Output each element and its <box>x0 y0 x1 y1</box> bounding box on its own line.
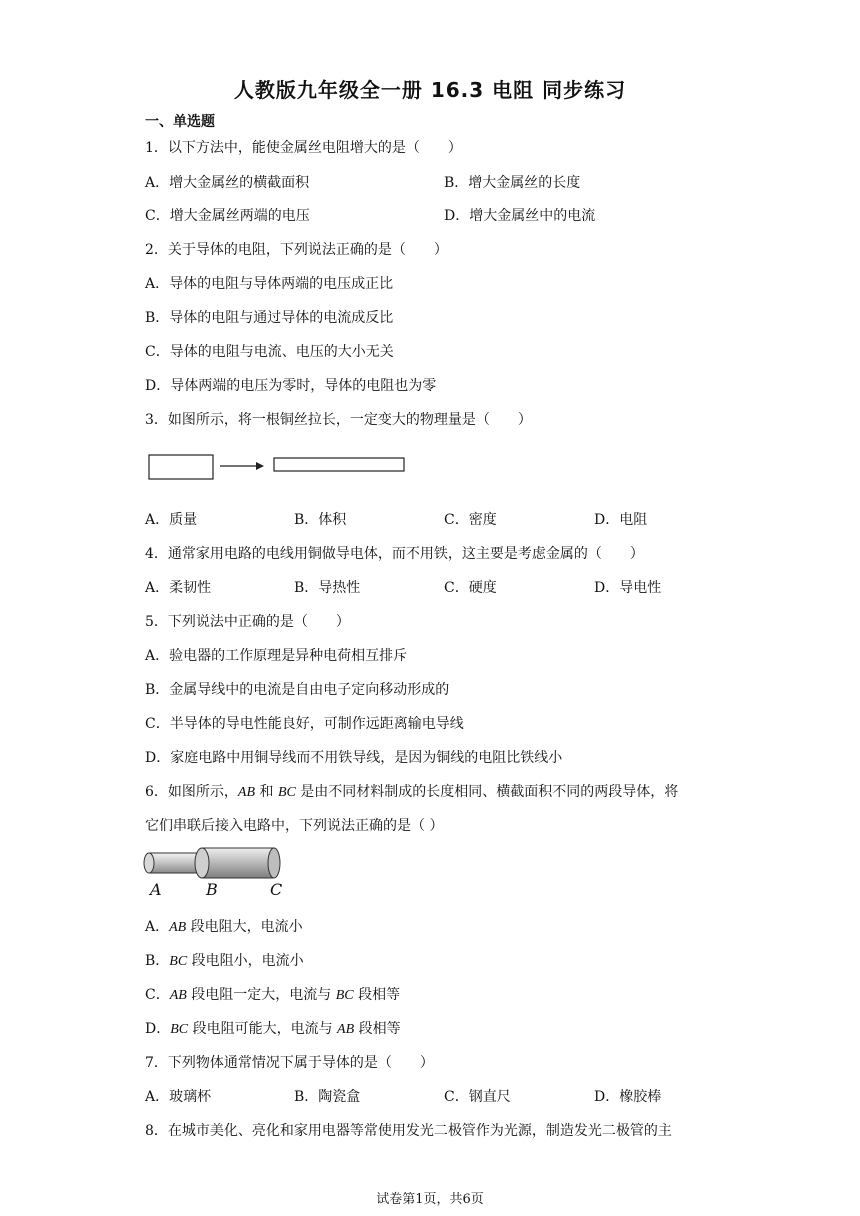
question-2-option-c: C．导体的电阻与电流、电压的大小无关 <box>145 344 394 360</box>
question-3-option-d: D．电阻 <box>594 512 648 528</box>
question-6-stem-line-2: 它们串联后接入电路中，下列说法正确的是（ ） <box>145 818 444 834</box>
q6-stem-part-1: 6．如图所示， <box>145 784 238 800</box>
q6b-rest: 段电阻小，电流小 <box>187 953 304 969</box>
q6d-mid: 段电阻可能大，电流与 <box>188 1021 338 1037</box>
question-6-option-a <box>145 917 303 938</box>
long-wire-shape <box>274 458 404 471</box>
q6b-var-bc: BC <box>169 954 188 969</box>
question-7-option-d: D．橡胶棒 <box>594 1089 662 1105</box>
question-5-stem: 5．下列说法中正确的是（ ） <box>145 614 350 630</box>
figure-label-b: B <box>206 880 218 899</box>
arrow-head <box>256 462 264 470</box>
question-4-option-b: B．导热性 <box>294 580 361 596</box>
question-6-option-d <box>145 1019 401 1040</box>
conductor-bc-left-end <box>195 848 209 878</box>
q6b-prefix: B． <box>145 953 170 969</box>
question-6-option-c <box>145 985 400 1006</box>
q6a-var-ab: AB <box>169 920 187 935</box>
question-1-option-b: B．增大金属丝的长度 <box>444 175 581 191</box>
figure-label-c: C <box>270 880 283 899</box>
q6c-mid: 段电阻一定大，电流与 <box>186 987 336 1003</box>
figure-label-a: A <box>150 880 162 899</box>
q6a-rest: 段电阻大，电流小 <box>186 919 303 935</box>
question-3-option-a: A．质量 <box>145 512 198 528</box>
q6a-prefix: A． <box>145 919 170 935</box>
question-1-stem: 1．以下方法中，能使金属丝电阻增大的是（ ） <box>145 140 462 156</box>
q6d-end: 段相等 <box>354 1021 401 1037</box>
q6d-var-ab: AB <box>337 1022 355 1037</box>
question-7-option-b: B．陶瓷盒 <box>294 1089 361 1105</box>
q6c-end: 段相等 <box>353 987 401 1003</box>
q6d-var-bc: BC <box>170 1022 189 1037</box>
question-2-stem: 2．关于导体的电阻，下列说法正确的是（ ） <box>145 242 448 258</box>
q6-var-bc: BC <box>277 785 296 800</box>
conductor-bc-body <box>202 848 274 878</box>
question-7-option-c: C．钢直尺 <box>444 1089 511 1105</box>
copper-wire-figure <box>148 452 408 482</box>
question-3-stem: 3．如图所示，将一根铜丝拉长，一定变大的物理量是（ ） <box>145 412 532 428</box>
question-5-option-c: C．半导体的导电性能良好，可制作远距离输电导线 <box>145 716 464 732</box>
question-1-option-a: A．增大金属丝的横截面积 <box>145 175 310 191</box>
question-7-option-a: A．玻璃杯 <box>145 1089 212 1105</box>
conductor-bc-right-end <box>268 848 280 878</box>
question-2-option-a: A．导体的电阻与导体两端的电压成正比 <box>145 276 394 292</box>
page-title: 人教版九年级全一册 16.3 电阻 同步练习 <box>233 78 627 102</box>
question-5-option-b: B．金属导线中的电流是自由电子定向移动形成的 <box>145 682 450 698</box>
q6c-var-ab: AB <box>169 988 187 1003</box>
q6c-prefix: C． <box>145 987 170 1003</box>
question-2-option-b: B．导体的电阻与通过导体的电流成反比 <box>145 310 394 326</box>
question-3-option-c: C．密度 <box>444 512 497 528</box>
q6-stem-part-2: 是由不同材料制成的长度相同、横截面积不同的两段导体，将 <box>295 784 679 800</box>
conductor-ab-end <box>144 853 154 873</box>
question-5-option-d: D．家庭电路中用铜导线而不用铁导线，是因为铜线的电阻比铁线小 <box>145 750 563 766</box>
q6-var-ab: AB <box>237 785 256 800</box>
question-2-option-d: D．导体两端的电压为零时，导体的电阻也为零 <box>145 378 437 394</box>
question-7-stem: 7．下列物体通常情况下属于导体的是（ ） <box>145 1055 434 1071</box>
question-4-option-c: C．硬度 <box>444 580 497 596</box>
q6-and: 和 <box>255 784 278 800</box>
question-1-option-d: D．增大金属丝中的电流 <box>444 208 596 224</box>
question-4-option-d: D．导电性 <box>594 580 662 596</box>
question-4-option-a: A．柔韧性 <box>145 580 212 596</box>
q6c-var-bc: BC <box>335 988 354 1003</box>
question-6-stem-line-1 <box>145 782 678 803</box>
question-4-stem: 4．通常家用电路的电线用铜做导电体，而不用铁，这主要是考虑金属的（ ） <box>145 546 644 562</box>
question-3-option-b: B．体积 <box>294 512 347 528</box>
section-heading: 一、单选题 <box>145 114 215 130</box>
question-5-option-a: A．验电器的工作原理是异种电荷相互排斥 <box>145 648 408 664</box>
question-6-option-b <box>145 951 304 972</box>
question-8-stem: 8．在城市美化、亮化和家用电器等常使用发光二极管作为光源，制造发光二极管的主 <box>145 1123 672 1139</box>
short-wire-shape <box>149 455 213 479</box>
question-1-option-c: C．增大金属丝两端的电压 <box>145 208 310 224</box>
page-footer: 试卷第1页，共6页 <box>376 1192 484 1207</box>
q6d-prefix: D． <box>145 1021 171 1037</box>
